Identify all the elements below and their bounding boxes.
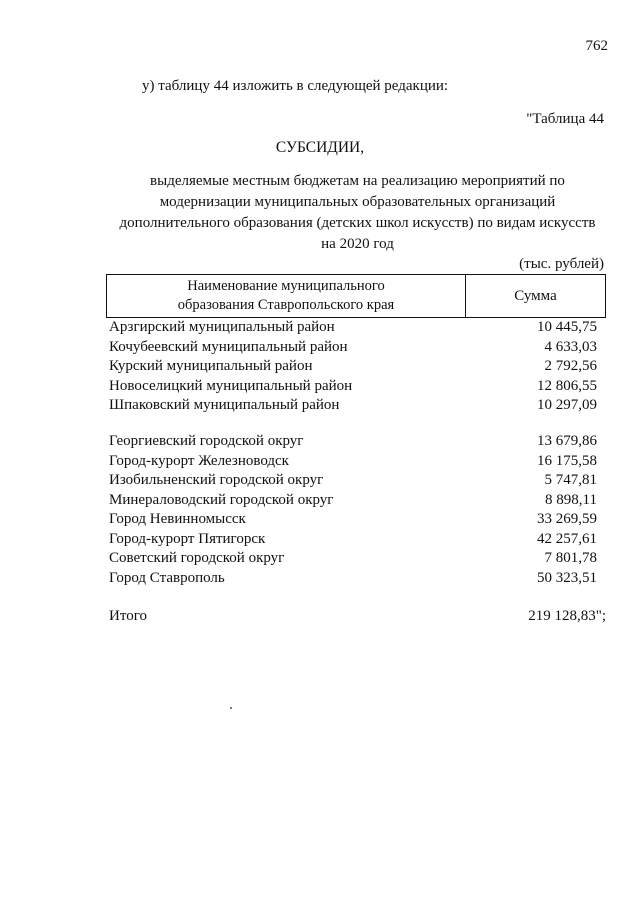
header-name-line: образования Ставропольского края	[177, 297, 395, 313]
row-sum: 10 297,09	[537, 397, 597, 414]
document-subtitle	[105, 171, 610, 255]
row-name: Шпаковский муниципальный район	[109, 397, 340, 414]
table-row	[109, 510, 597, 530]
amendment-intro: у) таблицу 44 изложить в следующей редакции:	[142, 78, 449, 94]
total-row	[109, 608, 606, 625]
row-name: Новоселицкий муниципальный район	[109, 377, 353, 394]
header-name-line: Наименование муниципального	[187, 278, 385, 294]
table-row	[109, 452, 597, 472]
subtitle-line: на 2020 год	[321, 236, 394, 252]
row-sum: 7 801,78	[544, 550, 597, 567]
table-row	[109, 338, 597, 358]
row-sum: 10 445,75	[537, 319, 597, 336]
row-sum: 4 633,03	[544, 338, 597, 355]
table-label: "Таблица 44	[526, 111, 604, 127]
scan-speck	[230, 707, 232, 709]
total-label: Итого	[109, 608, 147, 624]
row-sum: 5 747,81	[544, 472, 597, 489]
row-name: Минераловодский городской округ	[109, 491, 334, 508]
row-name: Город-курорт Пятигорск	[109, 530, 266, 547]
row-name: Город Невинномысск	[109, 511, 246, 528]
row-sum: 2 792,56	[544, 358, 597, 375]
table-row	[109, 432, 597, 452]
table-row	[109, 357, 597, 377]
row-name: Город Ставрополь	[109, 569, 225, 586]
table-row	[109, 396, 597, 416]
row-name: Изобильненский городской округ	[109, 472, 324, 489]
table-row	[109, 471, 597, 491]
document-title: СУБСИДИИ,	[275, 139, 365, 156]
row-name: Кочубеевский муниципальный район	[109, 338, 348, 355]
table-row	[109, 491, 597, 511]
table-header	[106, 274, 606, 318]
row-sum: 12 806,55	[537, 377, 597, 394]
okrugs-group	[109, 432, 597, 588]
header-name-cell	[107, 275, 466, 317]
row-name: Советский городской округ	[109, 550, 285, 567]
subtitle-line: выделяемые местным бюджетам на реализацию мероприятий по	[150, 173, 565, 189]
page-number: 762	[585, 38, 608, 54]
subtitle-line: модернизации муниципальных образовательных организаций	[159, 194, 556, 210]
row-sum: 50 323,51	[537, 569, 597, 586]
table-row	[109, 530, 597, 550]
row-sum: 42 257,61	[537, 530, 597, 547]
row-name: Город-курорт Железноводск	[109, 452, 289, 469]
row-sum: 8 898,11	[545, 491, 597, 508]
table-row	[109, 549, 597, 569]
subtitle-line: дополнительного образования (детских школ искусств) по видам искусств	[119, 215, 596, 231]
row-sum: 16 175,58	[537, 452, 597, 469]
table-row	[109, 569, 597, 589]
districts-group	[109, 318, 597, 416]
row-name: Курский муниципальный район	[109, 358, 313, 375]
row-name: Георгиевский городской округ	[109, 433, 304, 450]
row-sum: 33 269,59	[537, 511, 597, 528]
row-name: Арзгирский муниципальный район	[109, 319, 335, 336]
row-sum: 13 679,86	[537, 433, 597, 450]
units-label: (тыс. рублей)	[519, 256, 604, 272]
table-row	[109, 377, 597, 397]
table-row	[109, 318, 597, 338]
header-sum-cell: Сумма	[514, 287, 557, 304]
total-sum: 219 128,83";	[528, 608, 606, 624]
